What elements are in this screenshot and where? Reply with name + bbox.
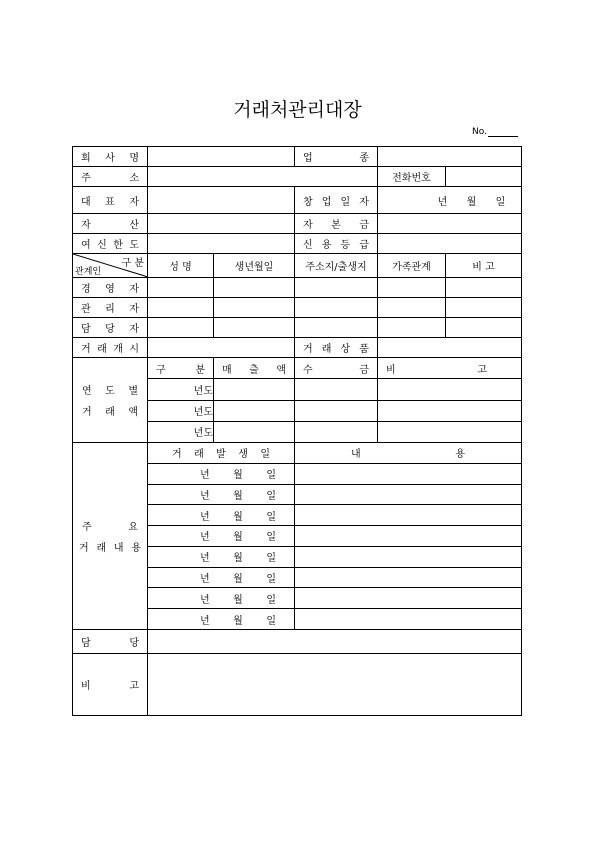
yearly-header-collection: 수 금 xyxy=(295,358,378,379)
administrator-remarks-field[interactable] xyxy=(446,298,522,318)
major-date-1[interactable]: 년 월 일 xyxy=(148,463,295,484)
people-header-name: 성 명 xyxy=(148,254,214,278)
industry-field[interactable] xyxy=(378,147,522,167)
address-field[interactable] xyxy=(148,167,378,187)
capital-field[interactable] xyxy=(378,214,522,234)
year-sales-1[interactable] xyxy=(214,379,295,400)
executive-birthdate-field[interactable] xyxy=(214,278,295,298)
person-in-charge-birthdate-field[interactable] xyxy=(214,318,295,338)
document-number-field[interactable] xyxy=(488,127,518,137)
trade-goods-field[interactable] xyxy=(378,338,522,358)
ceo-field[interactable] xyxy=(148,187,295,214)
label-yearly-trade xyxy=(73,358,148,443)
people-header-family: 가족관계 xyxy=(378,254,446,278)
remarks-field[interactable] xyxy=(148,654,522,716)
year-remarks-2[interactable] xyxy=(378,400,522,421)
label-industry: 업 종 xyxy=(295,147,378,167)
yearly-label-bottom: 거 래 액 xyxy=(82,407,138,418)
major-content-7[interactable] xyxy=(295,588,522,609)
label-founding-date: 창 업 일 자 xyxy=(295,187,378,214)
executive-name-field[interactable] xyxy=(148,278,214,298)
year-remarks-1[interactable] xyxy=(378,379,522,400)
executive-address-field[interactable] xyxy=(295,278,378,298)
administrator-address-field[interactable] xyxy=(295,298,378,318)
major-date-6[interactable]: 년 월 일 xyxy=(148,567,295,588)
major-date-8[interactable]: 년 월 일 xyxy=(148,609,295,630)
major-content-4[interactable] xyxy=(295,526,522,547)
label-manager: 담 당 xyxy=(73,630,148,654)
person-in-charge-family-field[interactable] xyxy=(378,318,446,338)
label-trade-goods: 거 래 상 품 xyxy=(295,338,378,358)
major-date-5[interactable]: 년 월 일 xyxy=(148,546,295,567)
year-cell-1[interactable]: 년도 xyxy=(148,379,214,400)
yearly-header-remarks: 비 고 xyxy=(378,358,522,379)
executive-family-field[interactable] xyxy=(378,278,446,298)
major-date-7[interactable]: 년 월 일 xyxy=(148,588,295,609)
credit-grade-field[interactable] xyxy=(378,234,522,254)
year-sales-2[interactable] xyxy=(214,400,295,421)
major-content-8[interactable] xyxy=(295,609,522,630)
founding-date-field[interactable]: 년 월 일 xyxy=(378,187,522,214)
person-in-charge-name-field[interactable] xyxy=(148,318,214,338)
client-ledger-table xyxy=(72,146,522,716)
diag-bottom-label: 관계인 xyxy=(75,267,102,277)
label-credit-limit: 여 신 한 도 xyxy=(73,234,148,254)
year-sales-3[interactable] xyxy=(214,421,295,442)
label-remarks: 비 고 xyxy=(73,654,148,716)
label-person-in-charge: 담 당 자 xyxy=(73,318,148,338)
major-content-1[interactable] xyxy=(295,463,522,484)
diag-top-label: 구 분 xyxy=(121,258,144,269)
company-field[interactable] xyxy=(148,147,295,167)
label-credit-grade: 신 용 등 급 xyxy=(295,234,378,254)
year-cell-2[interactable]: 년도 xyxy=(148,400,214,421)
people-header-birthdate: 생년월일 xyxy=(214,254,295,278)
label-assets: 자 산 xyxy=(73,214,148,234)
year-collection-1[interactable] xyxy=(295,379,378,400)
people-header-address: 주소지/출생지 xyxy=(295,254,378,278)
label-company: 회 사 명 xyxy=(73,147,148,167)
major-header-date: 거 래 발 생 일 xyxy=(148,443,295,464)
document-number-label: No. xyxy=(472,127,487,137)
document-number xyxy=(472,127,518,137)
year-collection-3[interactable] xyxy=(295,421,378,442)
trade-start-field[interactable] xyxy=(148,338,295,358)
year-cell-3[interactable]: 년도 xyxy=(148,421,214,442)
person-in-charge-remarks-field[interactable] xyxy=(446,318,522,338)
document-title: 거래처관리대장 xyxy=(233,99,362,121)
label-major-trades xyxy=(73,443,148,630)
administrator-family-field[interactable] xyxy=(378,298,446,318)
year-collection-2[interactable] xyxy=(295,400,378,421)
assets-field[interactable] xyxy=(148,214,295,234)
major-date-3[interactable]: 년 월 일 xyxy=(148,505,295,526)
major-date-4[interactable]: 년 월 일 xyxy=(148,526,295,547)
executive-remarks-field[interactable] xyxy=(446,278,522,298)
major-header-content: 내 용 xyxy=(295,443,522,464)
label-address: 주 소 xyxy=(73,167,148,187)
major-content-2[interactable] xyxy=(295,484,522,505)
administrator-birthdate-field[interactable] xyxy=(214,298,295,318)
label-capital: 자 본 금 xyxy=(295,214,378,234)
year-remarks-3[interactable] xyxy=(378,421,522,442)
yearly-header-category: 구 분 xyxy=(148,358,214,379)
label-phone: 전화번호 xyxy=(378,167,446,187)
label-executive: 경 영 자 xyxy=(73,278,148,298)
label-ceo: 대 표 자 xyxy=(73,187,148,214)
label-trade-start: 거 래 개 시 xyxy=(73,338,148,358)
label-administrator: 관 리 자 xyxy=(73,298,148,318)
major-date-2[interactable]: 년 월 일 xyxy=(148,484,295,505)
yearly-header-sales: 매 출 액 xyxy=(214,358,295,379)
people-header-remarks: 비 고 xyxy=(446,254,522,278)
phone-field[interactable] xyxy=(446,167,522,187)
major-label-bottom: 거 래 내 용 xyxy=(79,543,141,554)
administrator-name-field[interactable] xyxy=(148,298,214,318)
major-content-6[interactable] xyxy=(295,567,522,588)
people-diagonal-header xyxy=(73,254,148,278)
yearly-label-top: 연 도 별 xyxy=(82,386,138,397)
person-in-charge-address-field[interactable] xyxy=(295,318,378,338)
major-content-5[interactable] xyxy=(295,546,522,567)
manager-field[interactable] xyxy=(148,630,522,654)
major-label-top: 주 요 xyxy=(82,522,138,533)
major-content-3[interactable] xyxy=(295,505,522,526)
credit-limit-field[interactable] xyxy=(148,234,295,254)
